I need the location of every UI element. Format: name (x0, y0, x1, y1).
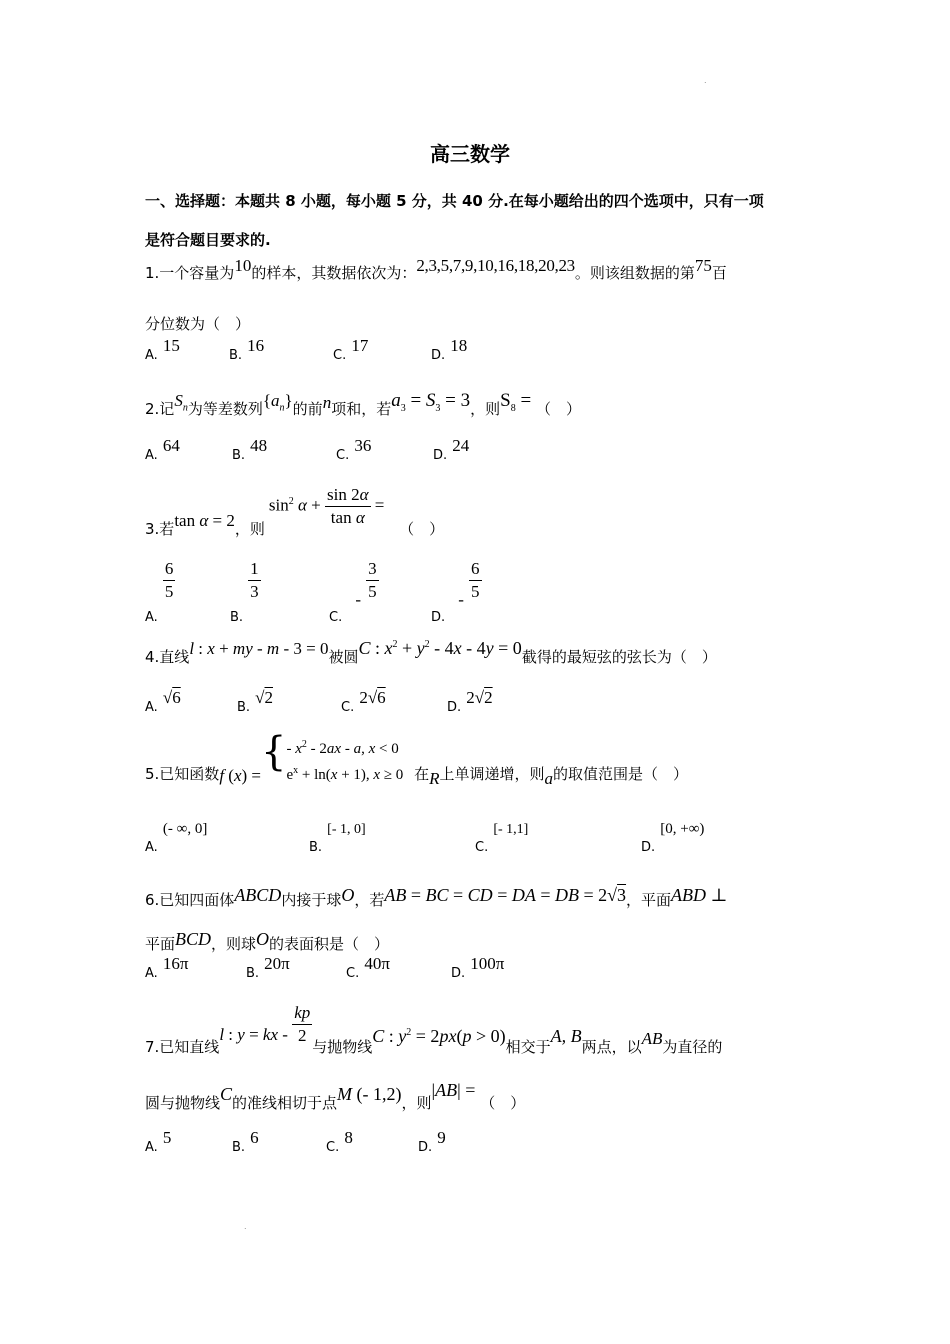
q4-option-b: √2 (255, 688, 273, 707)
q1-option-b-label: B. (229, 348, 243, 363)
q3-option-b-label: B. (230, 610, 244, 625)
q5-formula-r: R (429, 769, 440, 788)
q6-formula-o2: O (256, 929, 270, 949)
q1-option-d: 18 (450, 336, 468, 355)
question-7 (145, 1002, 722, 1058)
q4-option-d-label: D. (447, 700, 462, 715)
q6-text-line2b: ，则球 (211, 935, 257, 953)
q6-options (145, 954, 645, 984)
q7-formula-abs-ab: |AB| = (431, 1080, 476, 1100)
q7-option-a: 5 (162, 1128, 172, 1147)
q5-option-c-label: C. (475, 840, 489, 855)
q4-option-c: 2√6 (359, 688, 386, 707)
q6-text-mid3: ，平面 (626, 891, 672, 909)
q6-text-line2a: 平面 (145, 935, 176, 953)
q2-option-d: 24 (452, 436, 470, 455)
q2-option-b: 48 (250, 436, 268, 455)
q3-option-a-label: A. (145, 610, 158, 625)
q7-paren: （ ） (480, 1094, 526, 1112)
q2-text-mid2: 的前 (292, 400, 323, 418)
q7-text-pre: 7.已知直线 (145, 1038, 220, 1056)
q7-option-d: 9 (437, 1128, 446, 1147)
q2-option-a-label: A. (145, 448, 158, 463)
q6-option-c-label: C. (346, 966, 360, 981)
q3-option-c: $\frac{3}{5}$ (368, 559, 377, 601)
q4-formula-circle: C : $x^2 + y^2 - 4x - 4y = 0$ (358, 638, 522, 658)
q6-formula-o: O (341, 885, 355, 905)
q3-options (145, 558, 645, 625)
q6-text-line2c: 的表面积是（ ） (269, 935, 390, 953)
question-1-line2: 分位数为（ ） (145, 315, 251, 333)
q6-formula-bcd: BCD (175, 929, 212, 949)
question-6 (145, 885, 728, 909)
q3-option-b: $\frac{1}{3}$ (250, 559, 259, 601)
q6-option-b: 20π (264, 954, 290, 973)
q6-formula-abcd: ABCD (234, 885, 282, 905)
q4-option-a-label: A. (145, 700, 158, 715)
q4-formula-line: l : x + my - m - 3 = 0 (189, 639, 329, 658)
q5-formula-a: a (544, 769, 554, 788)
q5-option-d: [0, +∞) (660, 821, 705, 837)
q6-text-pre: 6.已知四面体 (145, 891, 235, 909)
top-dot: . (704, 76, 707, 85)
q3-option-d: $\frac{6}{5}$ (471, 559, 480, 601)
q1-text-post: 。则该组数据的第 (574, 264, 695, 282)
question-6-line2 (145, 929, 390, 953)
q2-formula-sn: $S_n$ (174, 391, 188, 414)
q5-options (145, 818, 725, 854)
q2-option-c: 36 (354, 436, 372, 455)
q4-options (145, 688, 645, 718)
q7-formula-ab: AB (641, 1029, 663, 1048)
q1-option-c: 17 (351, 336, 369, 355)
q7-formula-ab-points: A, B (550, 1026, 582, 1046)
q6-option-c: 40π (364, 954, 390, 973)
q6-option-d-label: D. (451, 966, 466, 981)
question-4 (145, 638, 717, 666)
q1-option-a-label: A. (145, 348, 158, 363)
q7-formula-point-m: M (- 1,2) (337, 1084, 402, 1104)
bottom-dot: . (244, 1222, 247, 1231)
q3-formula-tan: tan α = 2 (174, 511, 235, 530)
question-5 (145, 729, 689, 788)
q4-option-a: √6 (162, 688, 181, 707)
q3-option-d-label: D. (431, 610, 446, 625)
q3-option-a: $\frac{6}{5}$ (164, 559, 174, 601)
q5-text-pre: 5.已知函数 (145, 765, 220, 783)
q2-paren: （ ） (535, 400, 581, 418)
q4-option-d: 2√2 (466, 688, 493, 707)
q5-text-post: 的取值范围是（ ） (553, 765, 689, 783)
q2-option-c-label: C. (336, 448, 350, 463)
q2-formula-n: n (322, 393, 332, 412)
q7-options (145, 1128, 645, 1158)
question-1 (145, 256, 727, 283)
q5-option-d-label: D. (641, 840, 656, 855)
q1-text-tail: 百 (711, 264, 727, 282)
q5-formula-function: f (x) ={- $x^2 - 2ax$ - a, x < 0 $e^x + \ln(x + 1)$, x ≥ 0 (219, 729, 404, 785)
q7-text-line2a: 圆与抛物线 (145, 1094, 221, 1112)
q5-option-b-label: B. (309, 840, 323, 855)
q4-text-pre: 4.直线 (145, 648, 190, 666)
q7-text-mid2: 相交于 (505, 1038, 551, 1056)
q5-option-a: (- ∞, 0] (162, 821, 208, 837)
q3-option-d-sign: - (458, 590, 464, 609)
q3-paren: （ ） (399, 520, 445, 538)
q7-text-mid3: 两点，以 (581, 1038, 642, 1056)
q7-option-c: 8 (344, 1128, 353, 1147)
question-3 (145, 484, 444, 544)
q2-text-pre: 2.记 (145, 400, 175, 418)
section-heading-line2: 是符合题目要求的. (145, 231, 271, 249)
q1-percentile: 75 (694, 256, 712, 275)
q1-option-d-label: D. (431, 348, 446, 363)
q3-option-c-sign: - (355, 590, 361, 609)
q2-option-a: 64 (162, 436, 180, 455)
q1-sample-size: 10 (234, 256, 252, 275)
q1-option-b: 16 (247, 336, 265, 355)
q7-text-mid1: 与抛物线 (312, 1038, 373, 1056)
q2-option-d-label: D. (433, 448, 448, 463)
section-heading-line1: 一、选择题：本题共 8 小题，每小题 5 分，共 40 分.在每小题给出的四个选项中，只有一项 (145, 192, 764, 210)
q2-formula-an: $\{a_n\}$ (262, 391, 293, 414)
question-7-line2 (145, 1080, 526, 1112)
q4-option-c-label: C. (341, 700, 355, 715)
q2-option-b-label: B. (232, 448, 246, 463)
q6-text-mid1: 内接于球 (281, 891, 342, 909)
q7-option-b: 6 (250, 1128, 259, 1147)
q7-option-d-label: D. (418, 1140, 433, 1155)
q5-option-a-label: A. (145, 840, 158, 855)
q1-text-pre: 1.一个容量为 (145, 264, 235, 282)
q7-text-line2b: 的准线相切于点 (232, 1094, 338, 1112)
q7-text-mid4: 为直径的 (662, 1038, 723, 1056)
q4-text-mid: 被圆 (328, 648, 359, 666)
q6-option-d: 100π (470, 954, 505, 973)
q6-text-mid2: ，若 (354, 891, 385, 909)
q6-formula-abd: ABD ⊥ (671, 885, 728, 905)
q2-formula-s8: $S_8$ = (500, 390, 532, 414)
q1-text-mid: 的样本，其数据依次为： (251, 264, 417, 282)
question-2 (145, 390, 581, 422)
q7-text-line2c: ，则 (401, 1094, 432, 1112)
q7-option-b-label: B. (232, 1140, 246, 1155)
q5-option-c: [- 1,1] (493, 822, 529, 837)
q1-data-list: 2,3,5,7,9,10,16,18,20,23 (416, 256, 575, 275)
q1-options (145, 336, 645, 366)
q7-formula-c: C (220, 1084, 233, 1104)
q2-formula-condition: $a_3 = S_3 = 3$ (391, 390, 471, 414)
q3-option-c-label: C. (329, 610, 343, 625)
q6-option-a: 16π (162, 954, 189, 973)
q5-text-mid: 上单调递增，则 (439, 765, 545, 783)
q2-options (145, 436, 645, 466)
q1-option-c-label: C. (333, 348, 347, 363)
q4-option-b-label: B. (237, 700, 251, 715)
q2-text-mid4: ，则 (470, 400, 501, 418)
q6-formula-condition: AB = BC = CD = DA = DB = 2√3 (384, 885, 627, 905)
q6-option-a-label: A. (145, 966, 158, 981)
q5-text-in: 在 (414, 765, 430, 783)
q7-formula-parabola: C : $y^2 = 2px(p > 0)$ (372, 1026, 506, 1046)
q2-text-mid3: 项和，若 (331, 400, 392, 418)
q1-option-a: 15 (162, 336, 180, 355)
q5-option-b: [- 1, 0] (327, 822, 366, 837)
q3-text-pre: 3.若 (145, 520, 175, 538)
q3-text-mid: ，则 (234, 520, 265, 538)
page-title: 高三数学 (430, 142, 510, 166)
q4-text-post: 截得的最短弦的弦长为（ ） (521, 648, 717, 666)
q7-option-a-label: A. (145, 1140, 158, 1155)
q3-formula-expression: $\sin^2 \alpha$ + $\frac{\sin 2\alpha}{\text{tan α}}$ = (268, 485, 385, 527)
q6-option-b-label: B. (246, 966, 260, 981)
q2-text-mid1: 为等差数列 (187, 400, 263, 418)
q7-option-c-label: C. (326, 1140, 340, 1155)
q7-formula-line: l : y = kx - $\frac{kp}{2}$ (219, 1003, 311, 1045)
